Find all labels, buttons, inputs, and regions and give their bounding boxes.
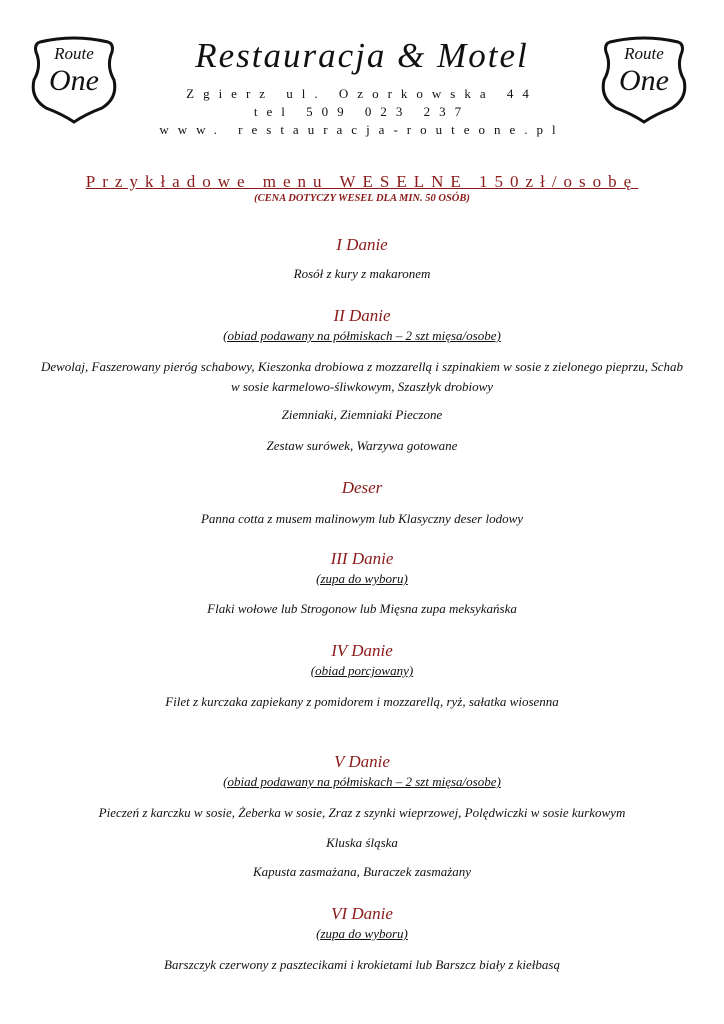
menu-title: Przykładowe menu WESELNE 150zł/osobę bbox=[85, 172, 639, 191]
website-link[interactable]: www. restauracja-routeone.pl bbox=[159, 122, 565, 137]
menu-item: Kapusta zasmażana, Buraczek zasmażany bbox=[252, 864, 472, 879]
logo-route-text: Route bbox=[624, 44, 664, 63]
menu-item: Kluska śląska bbox=[326, 835, 398, 850]
menu-item: Dewolaj, Faszerowany pieróg schabowy, Kieszonka drobiowa z mozzarellą i szpinakiem w sosie z zielonego pieprzu, Schab w sosie karmelowo-śliwkowym, Szaszłyk drobiowy bbox=[40, 359, 684, 394]
section-title: V Danie bbox=[334, 752, 390, 771]
menu-item: Barszczyk czerwony z pasztecikami i krokietami lub Barszcz biały z kiełbasą bbox=[164, 957, 560, 972]
restaurant-title: Restauracja & Motel bbox=[195, 36, 529, 75]
section-title: IV Danie bbox=[331, 641, 393, 660]
section-title: I Danie bbox=[336, 235, 388, 254]
logo-route-text: Route bbox=[54, 44, 94, 63]
section-note: (obiad porcjowany) bbox=[310, 663, 414, 678]
menu-item: Panna cotta z musem malinowym lub Klasyczny deser lodowy bbox=[200, 511, 524, 526]
menu-item: Flaki wołowe lub Strogonow lub Mięsna zupa meksykańska bbox=[207, 601, 517, 616]
address: Zgierz ul. Ozorkowska 44 bbox=[186, 86, 538, 101]
menu-item: Ziemniaki, Ziemniaki Pieczone bbox=[281, 407, 443, 422]
menu-item: Rosół z kury z makaronem bbox=[293, 266, 431, 281]
section-title: Deser bbox=[341, 478, 383, 497]
section-note: (obiad podawany na półmiskach – 2 szt mięsa/osobe) bbox=[223, 328, 501, 343]
section-note: (zupa do wyboru) bbox=[316, 926, 408, 941]
logo-one-text: One bbox=[619, 64, 669, 97]
section-title: III Danie bbox=[330, 549, 394, 568]
menu-subtitle: (CENA DOTYCZY WESEL DLA MIN. 50 OSÓB) bbox=[254, 193, 470, 204]
section-title: VI Danie bbox=[331, 904, 393, 923]
menu-item: Zestaw surówek, Warzywa gotowane bbox=[266, 438, 458, 453]
section-note: (obiad podawany na półmiskach – 2 szt mięsa/osobe) bbox=[223, 774, 501, 789]
menu-item: Pieczeń z karczku w sosie, Żeberka w sosie, Zraz z szynki wieprzowej, Polędwiczki w sosie kurkowym bbox=[98, 805, 626, 820]
section-title: II Danie bbox=[333, 306, 391, 325]
phone: tel 509 023 237 bbox=[253, 104, 471, 119]
logo-one-text: One bbox=[49, 64, 99, 97]
section-note: (zupa do wyboru) bbox=[316, 571, 408, 586]
menu-item: Filet z kurczaka zapiekany z pomidorem i mozzarellą, ryż, sałatka wiosenna bbox=[165, 694, 559, 709]
